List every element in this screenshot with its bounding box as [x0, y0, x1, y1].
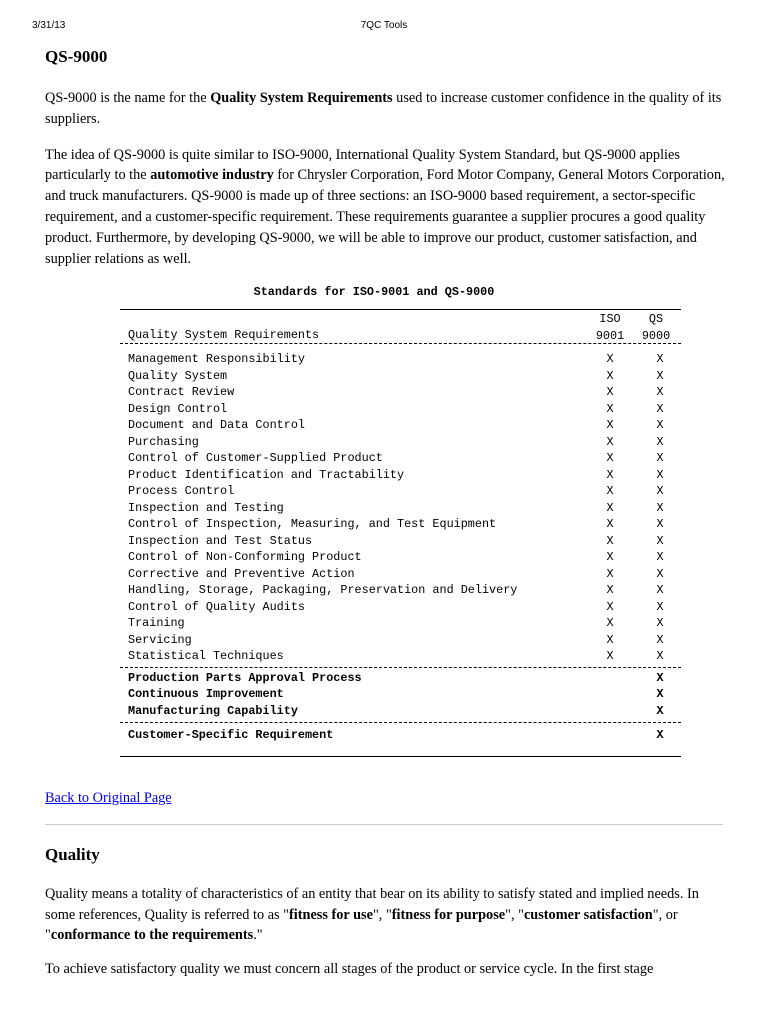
- header-iso: [590, 311, 630, 345]
- bold-term: customer satisfaction: [523, 906, 653, 923]
- table-row: [120, 582, 681, 599]
- standards-table-block: [45, 284, 725, 757]
- iso-9001-mark: X: [606, 401, 614, 416]
- bold-term: fitness for purpose: [391, 906, 506, 923]
- requirement-label: Training: [128, 616, 185, 631]
- qs-9000-mark: X: [656, 566, 664, 581]
- print-header: [0, 20, 768, 34]
- requirement-label: Contract Review: [128, 385, 235, 400]
- page-content: [45, 44, 725, 980]
- qs-9000-mark: X: [656, 467, 664, 482]
- iso-9001-mark: X: [606, 550, 614, 565]
- qs-9000-mark: X: [656, 533, 664, 548]
- iso-9001-mark: X: [606, 451, 614, 466]
- requirement-label: Control of Inspection, Measuring, and Test Equipment: [128, 517, 497, 532]
- qs-9000-mark: X: [656, 434, 664, 449]
- requirement-label: Control of Non-Conforming Product: [128, 550, 362, 565]
- requirement-label: Corrective and Preventive Action: [128, 566, 355, 581]
- table-row: [120, 467, 681, 484]
- iso-9001-mark: X: [606, 500, 614, 515]
- requirement-label: Product Identification and Tractability: [128, 467, 405, 482]
- table-row: [120, 417, 681, 434]
- qs-9000-mark: X: [656, 703, 664, 718]
- text-run: ", ": [505, 906, 524, 923]
- text-run: ", or ": [45, 906, 678, 944]
- header-qs: [636, 311, 676, 345]
- iso-9001-mark: X: [606, 385, 614, 400]
- table-row: [120, 434, 681, 451]
- requirement-label: Handling, Storage, Packaging, Preservation and Delivery: [128, 583, 518, 598]
- requirements-rows: [120, 344, 681, 667]
- requirement-label: Control of Quality Audits: [128, 599, 305, 614]
- qs-9000-mark: X: [656, 368, 664, 383]
- table-row: [120, 670, 681, 687]
- table-row: [120, 615, 681, 632]
- requirement-label: Design Control: [128, 401, 228, 416]
- requirement-label: Customer-Specific Requirement: [128, 728, 334, 743]
- quality-paragraph-2: To achieve satisfactory quality we must concern all stages of the product or service cycle. In the first stage: [45, 961, 654, 978]
- bold-term: fitness for use: [289, 906, 373, 923]
- header-qs-bottom: 9000: [641, 329, 671, 344]
- qs-9000-mark: X: [656, 550, 664, 565]
- requirement-label: Purchasing: [128, 434, 199, 449]
- table-row: [120, 703, 681, 720]
- text-run: Quality means a totality of characteristics of an entity that bear on its ability to satisfy stated and implied needs. In some references, Quality is referred to as ": [45, 885, 699, 923]
- requirement-label: Quality System: [128, 368, 228, 383]
- text-run: for Chrysler Corporation, Ford Motor Company, General Motors Corporation, and truck manufacturers. QS-9000 is made up of three sections: an ISO-9000 based requirement, a sector-specific requirement, and a customer-specific requirement. These requirements guarantee a supplier procures a good quality product. Furthermore, by developing QS-9000, we will be able to improve our product, customer satisfaction, and supplier relations as well.: [45, 167, 725, 267]
- iso-9001-mark: X: [606, 599, 614, 614]
- iso-9001-mark: X: [606, 533, 614, 548]
- iso-9001-mark: X: [606, 632, 614, 647]
- qs-9000-mark: X: [656, 616, 664, 631]
- back-to-original-page-link[interactable]: Back to Original Page: [45, 789, 172, 806]
- table-row: [120, 566, 681, 583]
- iso-9001-mark: X: [606, 467, 614, 482]
- table-row: [120, 599, 681, 616]
- qs-9000-mark: X: [656, 517, 664, 532]
- qs-9000-mark: X: [656, 451, 664, 466]
- sector-rows: [120, 668, 681, 723]
- requirement-label: Document and Data Control: [128, 418, 305, 433]
- intro-paragraph: [45, 88, 725, 130]
- table-title: Standards for ISO-9001 and QS-9000: [253, 285, 495, 300]
- qs-9000-mark: X: [656, 484, 664, 499]
- standards-table: [120, 309, 681, 757]
- bold-term: conformance to the requirements: [50, 927, 254, 944]
- table-row: [120, 351, 681, 368]
- section-divider: [45, 824, 723, 825]
- qs-9000-mark: X: [656, 583, 664, 598]
- table-row: [120, 384, 681, 401]
- print-header-title: 7QC Tools: [360, 20, 408, 31]
- qs-9000-mark: X: [656, 599, 664, 614]
- table-row: [120, 533, 681, 550]
- table-row: [120, 450, 681, 467]
- qs-9000-mark: X: [656, 500, 664, 515]
- qs-9000-mark: X: [656, 418, 664, 433]
- print-header-date: 3/31/13: [32, 20, 66, 31]
- header-qs-top: QS: [648, 312, 664, 327]
- qs-9000-mark: X: [656, 385, 664, 400]
- header-iso-bottom: 9001: [595, 329, 625, 344]
- iso-9001-mark: X: [606, 352, 614, 367]
- description-paragraph: [45, 145, 725, 270]
- table-row: [120, 368, 681, 385]
- requirement-label: Continuous Improvement: [128, 687, 284, 702]
- requirement-label: Statistical Techniques: [128, 649, 284, 664]
- bold-term: Quality System Requirements: [210, 90, 393, 106]
- text-run: used to increase customer confidence in the quality of its suppliers.: [45, 90, 722, 127]
- requirement-label: Production Parts Approval Process: [128, 670, 362, 685]
- table-row: [120, 648, 681, 665]
- section-heading-qs9000: QS-9000: [45, 47, 108, 66]
- qs-9000-mark: X: [656, 632, 664, 647]
- bold-term: automotive industry: [150, 167, 274, 184]
- table-row: [120, 632, 681, 649]
- qs-9000-mark: X: [656, 352, 664, 367]
- requirement-label: Control of Customer-Supplied Product: [128, 451, 383, 466]
- qs-9000-mark: X: [656, 649, 664, 664]
- text-run: .": [253, 927, 263, 944]
- header-iso-top: ISO: [599, 312, 621, 327]
- requirement-label: Management Responsibility: [128, 352, 305, 367]
- qs-9000-mark: X: [656, 687, 664, 702]
- customer-rows: [120, 723, 681, 756]
- iso-9001-mark: X: [606, 649, 614, 664]
- table-row: [120, 401, 681, 418]
- section-heading-quality: Quality: [45, 844, 100, 864]
- requirement-label: Servicing: [128, 632, 192, 647]
- table-row: [120, 727, 681, 744]
- qs-9000-mark: X: [656, 401, 664, 416]
- iso-9001-mark: X: [606, 517, 614, 532]
- table-row: [120, 549, 681, 566]
- text-run: ", ": [372, 906, 392, 923]
- table-row: [120, 516, 681, 533]
- requirement-label: Process Control: [128, 484, 235, 499]
- iso-9001-mark: X: [606, 434, 614, 449]
- iso-9001-mark: X: [606, 616, 614, 631]
- iso-9001-mark: X: [606, 583, 614, 598]
- requirement-label: Manufacturing Capability: [128, 703, 298, 718]
- qs-9000-mark: X: [656, 728, 664, 743]
- requirement-label: Inspection and Test Status: [128, 533, 313, 548]
- requirement-label: Inspection and Testing: [128, 500, 284, 515]
- text-run: QS-9000 is the name for the: [45, 90, 211, 106]
- iso-9001-mark: X: [606, 484, 614, 499]
- iso-9001-mark: X: [606, 368, 614, 383]
- back-link-container: [45, 788, 725, 808]
- table-row: [120, 483, 681, 500]
- table-header-row: [120, 310, 681, 343]
- table-row: [120, 500, 681, 517]
- header-label: Quality System Requirements: [128, 328, 320, 343]
- table-rule-solid: [120, 756, 681, 757]
- quality-paragraph: [45, 884, 725, 946]
- qs-9000-mark: X: [656, 670, 664, 685]
- iso-9001-mark: X: [606, 418, 614, 433]
- table-row: [120, 686, 681, 703]
- text-run: The idea of QS-9000 is quite similar to ISO-9000, International Quality System Standard, but QS-9000 applies particularly to the: [45, 146, 680, 184]
- iso-9001-mark: X: [606, 566, 614, 581]
